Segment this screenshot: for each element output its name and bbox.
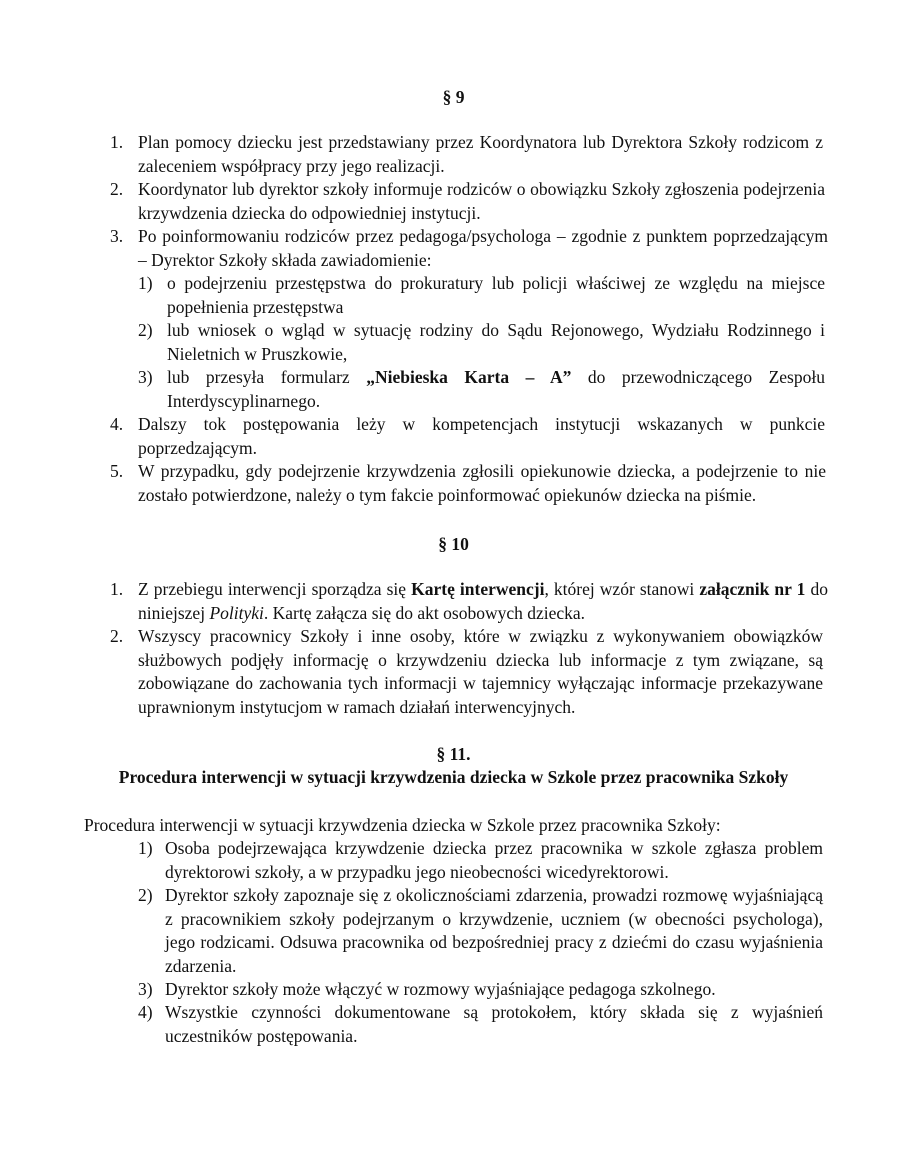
section-11-heading: § 11. <box>436 744 471 764</box>
item-number: 1) <box>138 838 153 858</box>
sub-item-text: o podejrzeniu przestępstwa do prokuratury lub policji właściwej ze względu na miejsce popełnienia przestępstwa <box>167 273 825 317</box>
item-text: W przypadku, gdy podejrzenie krzywdzenia zgłosili opiekunowie dziecka, a podejrzenie to nie zostało potwierdzone, należy o tym fakcie poinformować opiekunów dziecka na piśmie. <box>138 461 826 505</box>
item-number: 3) <box>138 979 153 999</box>
section-10-heading: § 10 <box>438 534 469 554</box>
item-text: Dyrektor szkoły może włączyć w rozmowy wyjaśniające pedagoga szkolnego. <box>165 979 716 999</box>
item-number: 3. <box>110 226 124 246</box>
polityki-italic: Polityki <box>209 602 264 623</box>
item-number: 1. <box>110 579 124 599</box>
item-text <box>138 578 828 625</box>
text-segment: , której wzór stanowi <box>544 579 700 599</box>
zalacznik-bold: załącznik nr 1 <box>699 579 806 599</box>
item-text: Koordynator lub dyrektor szkoły informuje rodziców o obowiązku Szkoły zgłoszenia podejrzenia krzywdzenia dziecka do odpowiedniej instytucji. <box>138 179 825 223</box>
item-number: 2. <box>110 626 124 646</box>
item-text: Dyrektor szkoły zapoznaje się z okolicznościami zdarzenia, prowadzi rozmowę wyjaśniającą z pracownikiem szkoły podejrzanym o krzywdzenie, uczniem (w obecności psychologa), jego rodzicami. Odsuwa pracownika od bezpośredniej pracy z dziećmi do czasu wyjaśnienia zdarzenia. <box>165 885 823 976</box>
section-9-heading: § 9 <box>442 87 465 107</box>
text-segment: do przewodniczącego Zespołu Interdyscyplinarnego. <box>167 367 825 411</box>
item-text: Wszystkie czynności dokumentowane są protokołem, który składa się z wyjaśnień uczestników postępowania. <box>165 1002 823 1046</box>
item-number: 5. <box>110 461 124 481</box>
item-text: Wszyscy pracownicy Szkoły i inne osoby, które w związku z wykonywaniem obowiązków służbowych podjęły informację o krzywdzeniu dziecka lub informacje z tym związane, są zobowiązane do zachowania tych informacji w tajemnicy wyłączając informacje przekazywane uprawnionym instytucjom w ramach działań interwencyjnych. <box>138 626 823 717</box>
intro-paragraph: Procedura interwencji w sytuacji krzywdzenia dziecka w Szkole przez pracownika Szkoły: <box>84 815 721 835</box>
sub-item-number: 3) <box>138 367 153 387</box>
niebieska-karta-bold: „Niebieska Karta – A” <box>366 367 572 387</box>
karta-interwencji-bold: Kartę interwencji <box>411 579 545 599</box>
text-segment: do niniejszej <box>138 579 828 623</box>
sub-item-text <box>167 366 825 413</box>
item-number: 4. <box>110 414 124 434</box>
item-number: 1. <box>110 132 124 152</box>
sub-item-number: 2) <box>138 320 153 340</box>
text-segment: lub przesyła formularz <box>167 367 367 387</box>
text-segment: Z przebiegu interwencji sporządza się <box>138 579 412 599</box>
item-number: 2. <box>110 179 124 199</box>
item-text: Plan pomocy dziecku jest przedstawiany przez Koordynatora lub Dyrektora Szkoły rodzicom z zaleceniem współpracy przy jego realizacji. <box>138 132 823 176</box>
section-11-subheading: Procedura interwencji w sytuacji krzywdzenia dziecka w Szkole przez pracownika Szkoły <box>118 767 789 787</box>
text-segment: . Kartę załącza się do akt osobowych dziecka. <box>263 602 586 623</box>
item-number: 4) <box>138 1002 153 1022</box>
item-text: Osoba podejrzewająca krzywdzenie dziecka przez pracownika w szkole zgłasza problem dyrektorowi szkoły, a w przypadku jego nieobecności wicedyrektorowi. <box>165 838 823 882</box>
item-text: Po poinformowaniu rodziców przez pedagoga/psychologa – zgodnie z punktem poprzedzającym – Dyrektor Szkoły składa zawiadomienie: <box>138 226 828 270</box>
item-text: Dalszy tok postępowania leży w kompetencjach instytucji wskazanych w punkcie poprzedzającym. <box>138 414 825 458</box>
sub-item-number: 1) <box>138 273 153 293</box>
sub-item-text: lub wniosek o wgląd w sytuację rodziny do Sądu Rejonowego, Wydziału Rodzinnego i Nieletnich w Pruszkowie, <box>167 320 825 364</box>
item-number: 2) <box>138 885 153 905</box>
